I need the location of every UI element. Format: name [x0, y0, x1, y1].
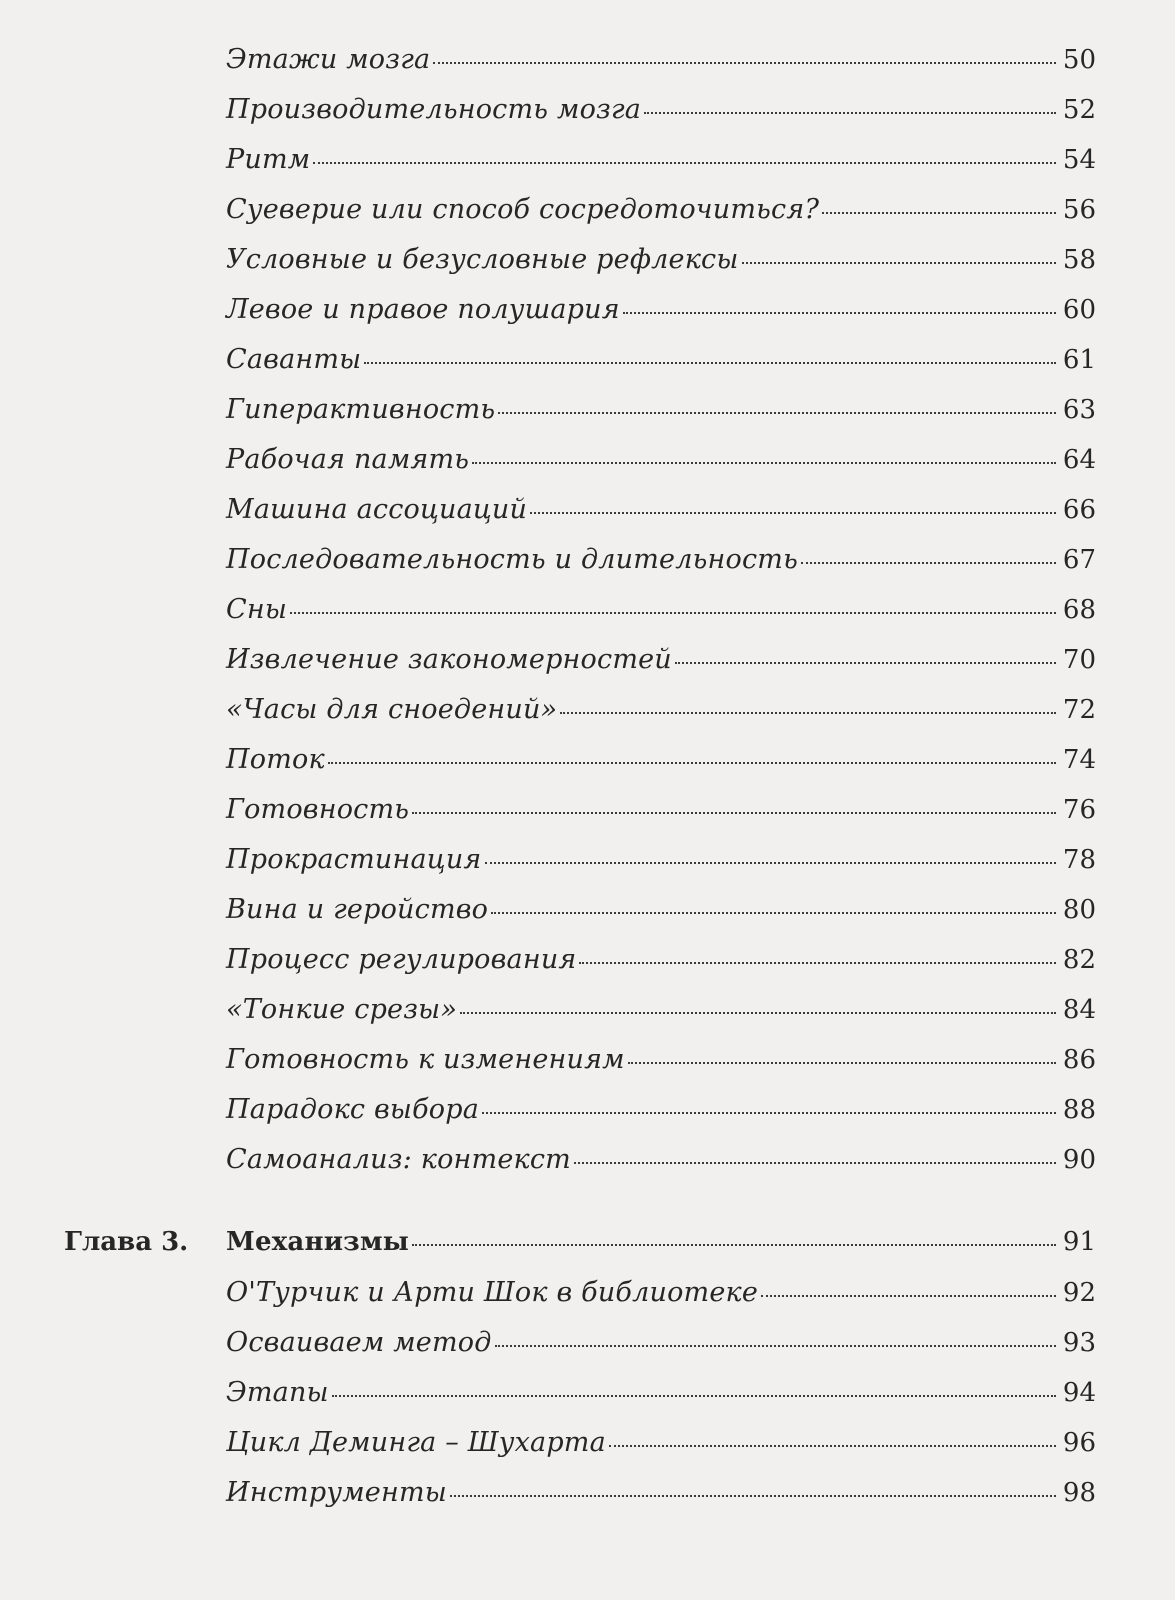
entry-title: Парадокс выбора [226, 1094, 480, 1125]
entry-title: Машина ассоциаций [226, 494, 528, 525]
toc-entry [226, 294, 1096, 334]
entry-title: Условные и безусловные рефлексы [226, 244, 739, 275]
toc-entry [226, 1094, 1096, 1134]
entry-title: Суеверие или способ сосредоточиться? [226, 194, 820, 225]
dot-leader [822, 211, 1056, 214]
entry-title: «Часы для сноедений» [226, 694, 558, 725]
dot-leader [628, 1061, 1056, 1064]
page-number: 91 [1062, 1227, 1096, 1257]
toc-entry [226, 394, 1096, 434]
page-number: 67 [1062, 545, 1096, 575]
dot-leader [328, 761, 1056, 764]
page-number: 88 [1062, 1095, 1096, 1125]
entry-title: Самоанализ: контекст [226, 1144, 571, 1175]
entry-title: Левое и правое полушария [226, 294, 620, 325]
page-number: 96 [1062, 1428, 1096, 1458]
page-number: 82 [1062, 945, 1096, 975]
toc-entry [226, 94, 1096, 134]
dot-leader [290, 611, 1056, 614]
dot-leader [644, 111, 1056, 114]
toc-entry [226, 644, 1096, 684]
toc-entry [226, 844, 1096, 884]
page-number: 80 [1062, 895, 1096, 925]
entry-title: Последовательность и длительность [226, 544, 798, 575]
page-number: 84 [1062, 995, 1096, 1025]
toc-entry [226, 994, 1096, 1034]
entry-title: Вина и геройство [226, 894, 489, 925]
entry-title: Инструменты [226, 1477, 447, 1508]
toc-entry [226, 694, 1096, 734]
dot-leader [482, 1111, 1056, 1114]
page-number: 94 [1062, 1378, 1096, 1408]
dot-leader [574, 1161, 1056, 1164]
toc-entry [226, 44, 1096, 84]
toc-entry [226, 744, 1096, 784]
dot-leader [364, 361, 1056, 364]
page-number: 58 [1062, 245, 1096, 275]
toc-entry [226, 244, 1096, 284]
toc-entry [226, 1477, 1096, 1517]
dot-leader [433, 61, 1056, 64]
page-number: 56 [1062, 195, 1096, 225]
toc-entry [226, 1327, 1096, 1367]
entry-title: Осваиваем метод [226, 1327, 492, 1358]
page-number: 90 [1062, 1145, 1096, 1175]
page-number: 60 [1062, 295, 1096, 325]
dot-leader [412, 811, 1056, 814]
page-number: 63 [1062, 395, 1096, 425]
entry-title: Этажи мозга [226, 44, 431, 75]
toc-entry [226, 1144, 1096, 1184]
entry-title: Процесс регулирования [226, 944, 577, 975]
dot-leader [450, 1494, 1056, 1497]
dot-leader [530, 511, 1056, 514]
toc-entry [226, 1427, 1096, 1467]
dot-leader [742, 261, 1056, 264]
page-number: 72 [1062, 695, 1096, 725]
chapter-label: Глава 3. [64, 1227, 189, 1257]
page-number: 76 [1062, 795, 1096, 825]
toc-entry [226, 594, 1096, 634]
toc-entry [226, 1277, 1096, 1317]
entry-title: Цикл Деминга – Шухарта [226, 1427, 606, 1458]
page-number: 66 [1062, 495, 1096, 525]
chapter-heading [64, 1227, 1096, 1267]
page-number: 61 [1062, 345, 1096, 375]
toc-entry [226, 144, 1096, 184]
toc-entry [226, 494, 1096, 534]
toc-entry [226, 444, 1096, 484]
page-number: 52 [1062, 95, 1096, 125]
toc-entry [226, 944, 1096, 984]
chapter-title: Механизмы [226, 1227, 410, 1257]
dot-leader [801, 561, 1056, 564]
page-number: 78 [1062, 845, 1096, 875]
entry-title: Ритм [226, 144, 311, 175]
dot-leader [495, 1344, 1056, 1347]
toc-entry [226, 1377, 1096, 1417]
page-number: 54 [1062, 145, 1096, 175]
page-number: 92 [1062, 1278, 1096, 1308]
toc-entry [226, 194, 1096, 234]
toc-entry [226, 544, 1096, 584]
entry-title: Извлечение закономерностей [226, 644, 672, 675]
page-number: 68 [1062, 595, 1096, 625]
entry-title: Поток [226, 744, 325, 775]
page-number: 86 [1062, 1045, 1096, 1075]
dot-leader [460, 1011, 1056, 1014]
dot-leader [313, 161, 1056, 164]
entry-title: Готовность [226, 794, 410, 825]
entry-title: Сны [226, 594, 288, 625]
page-number: 64 [1062, 445, 1096, 475]
page-number: 93 [1062, 1328, 1096, 1358]
dot-leader [675, 661, 1056, 664]
entry-title: Гиперактивность [226, 394, 496, 425]
page-number: 98 [1062, 1478, 1096, 1508]
toc-entry [226, 794, 1096, 834]
entry-title: Рабочая память [226, 444, 470, 475]
entry-title: Прокрастинация [226, 844, 482, 875]
dot-leader [332, 1394, 1056, 1397]
page-number: 70 [1062, 645, 1096, 675]
dot-leader [412, 1243, 1056, 1246]
entry-title: Производительность мозга [226, 94, 642, 125]
dot-leader [579, 961, 1056, 964]
page-number: 50 [1062, 45, 1096, 75]
dot-leader [485, 861, 1057, 864]
dot-leader [623, 311, 1056, 314]
entry-title: О'Турчик и Арти Шок в библиотеке [226, 1277, 759, 1308]
dot-leader [491, 911, 1056, 914]
dot-leader [609, 1444, 1056, 1447]
entry-title: Саванты [226, 344, 362, 375]
toc-entry [226, 1044, 1096, 1084]
dot-leader [560, 711, 1056, 714]
entry-title: «Тонкие срезы» [226, 994, 458, 1025]
dot-leader [761, 1294, 1056, 1297]
dot-leader [498, 411, 1056, 414]
entry-title: Готовность к изменениям [226, 1044, 625, 1075]
dot-leader [472, 461, 1056, 464]
page-number: 74 [1062, 745, 1096, 775]
toc-entry [226, 894, 1096, 934]
entry-title: Этапы [226, 1377, 329, 1408]
toc-entry [226, 344, 1096, 384]
